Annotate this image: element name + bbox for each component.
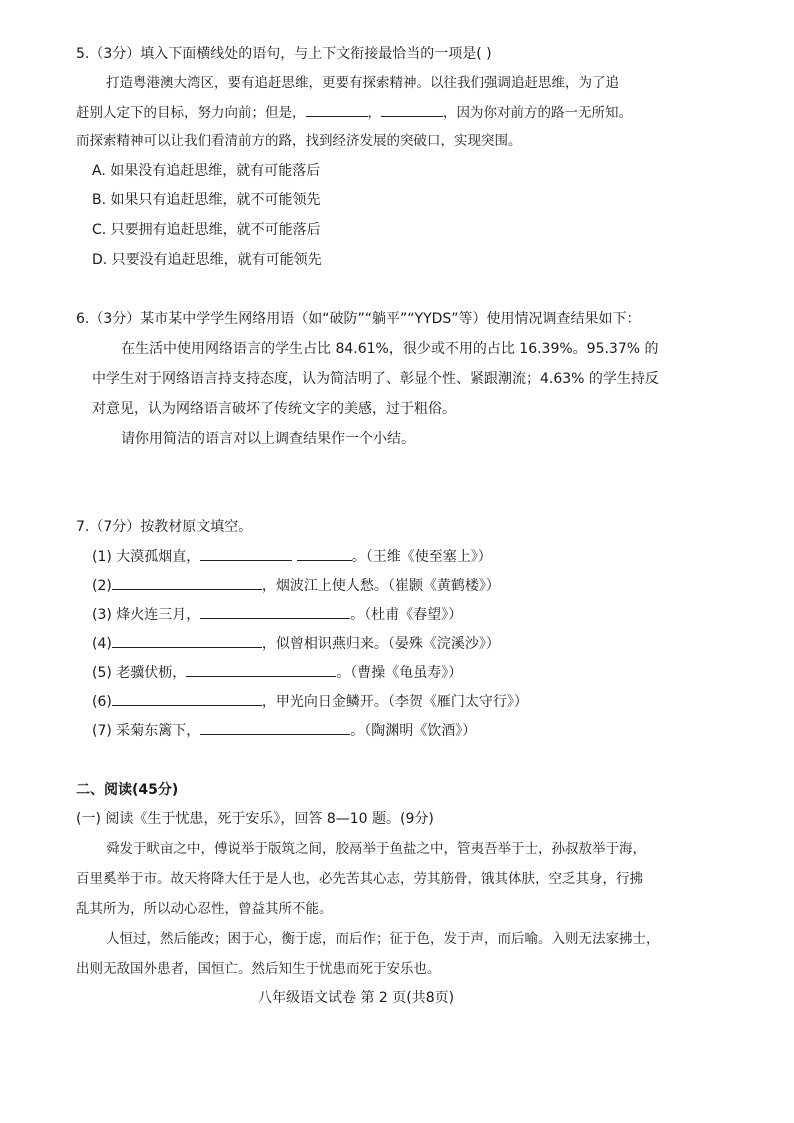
q7-item-6: (6) ，甲光向日金鳞开。（李贺《雁门太守行》） <box>92 691 528 712</box>
q7-item-3: (3) 烽火连三月， 。（杜甫《春望》） <box>92 604 462 625</box>
q5-option-b: B. 如果只有追赶思维，就不可能领先 <box>92 192 321 208</box>
q7-item-1: (1) 大漠孤烟直， 。（王维《使至塞上》） <box>92 546 492 567</box>
q5-option-c: C. 只要拥有追赶思维，就不可能落后 <box>92 222 321 238</box>
passage-line-5: 出则无敌国外患者，国恒亡。然后知生于忧患而死于安乐也。 <box>76 961 441 977</box>
q7-blank-5[interactable] <box>186 662 336 677</box>
q5-passage-line-3: 而探索精神可以让我们看清前方的路，找到经济发展的突破口，实现突围。 <box>76 133 522 149</box>
q7-blank-3[interactable] <box>200 604 350 619</box>
q6-paragraph-line-2: 中学生对于网络语言持支持态度，认为简洁明了、彰显个性、紧跟潮流；4.63% 的学生持反 <box>92 371 659 387</box>
section-heading: 二、阅读(45分) <box>76 782 179 798</box>
q5-blank-2[interactable] <box>381 102 443 117</box>
passage-line-4: 人恒过，然后能改；困于心，衡于虑，而后作；征于色，发于声，而后喻。入则无法家拂士， <box>106 931 660 947</box>
q6-paragraph-line-3: 对意见，认为网络语言破坏了传统文字的美感，过于粗俗。 <box>92 401 456 417</box>
q6-stem: 6.（3分）某市某中学学生网络用语（如“破防”“躺平”“YYDS”等）使用情况调查结果如下： <box>76 311 641 327</box>
passage-line-3: 乱其所为，所以动心忍性，曾益其所不能。 <box>76 901 333 917</box>
q7-blank-7[interactable] <box>200 720 350 735</box>
q7-blank-1a[interactable] <box>200 546 292 561</box>
q7-item-4: (4) ，似曾相识燕归来。（晏殊《浣溪沙》） <box>92 633 500 654</box>
q7-item-5: (5) 老骥伏枥， 。（曹操《龟虽寿》） <box>92 662 462 683</box>
q7-blank-1b[interactable] <box>297 546 352 561</box>
q5-stem: 5.（3分）填入下面横线处的语句，与上下文衔接最恰当的一项是( ) <box>76 46 492 62</box>
q6-instruction: 请你用简洁的语言对以上调查结果作一个小结。 <box>121 431 415 447</box>
q7-blank-6[interactable] <box>112 691 262 706</box>
q7-blank-4[interactable] <box>112 633 262 648</box>
q5-option-a: A. 如果没有追赶思维，就有可能落后 <box>92 163 321 179</box>
q5-passage-line-2: 赶别人定下的目标，努力向前；但是， ， ，因为你对前方的路一无所知。 <box>76 102 632 123</box>
q6-paragraph-line-1: 在生活中使用网络语言的学生占比 84.61%，很少或不用的占比 16.39%。95.37% 的 <box>121 341 659 357</box>
q7-item-2: (2) ，烟波江上使人愁。（崔颢《黄鹤楼》） <box>92 575 500 596</box>
q5-passage-line-1: 打造粤港澳大湾区，要有追赶思维，更要有探索精神。以往我们强调追赶思维，为了追 <box>106 75 619 91</box>
q7-stem: 7.（7分）按教材原文填空。 <box>76 519 253 535</box>
subsection-heading: (一) 阅读《生于忧患，死于安乐》，回答 8—10 题。(9分) <box>76 811 434 827</box>
q7-blank-2[interactable] <box>112 575 262 590</box>
q5-blank-1[interactable] <box>306 102 368 117</box>
page-footer: 八年级语文试卷 第 2 页(共8页) <box>258 990 455 1006</box>
q7-item-7: (7) 采菊东篱下， 。（陶渊明《饮酒》） <box>92 720 476 741</box>
passage-line-2: 百里奚举于市。故天将降大任于是人也，必先苦其心志，劳其筋骨，饿其体肤，空乏其身，行拂 <box>76 871 643 887</box>
passage-line-1: 舜发于畎亩之中，傅说举于版筑之间，胶鬲举于鱼盐之中，管夷吾举于士，孙叔敖举于海， <box>106 841 646 857</box>
q5-option-d: D. 只要没有追赶思维，就有可能领先 <box>92 252 322 268</box>
